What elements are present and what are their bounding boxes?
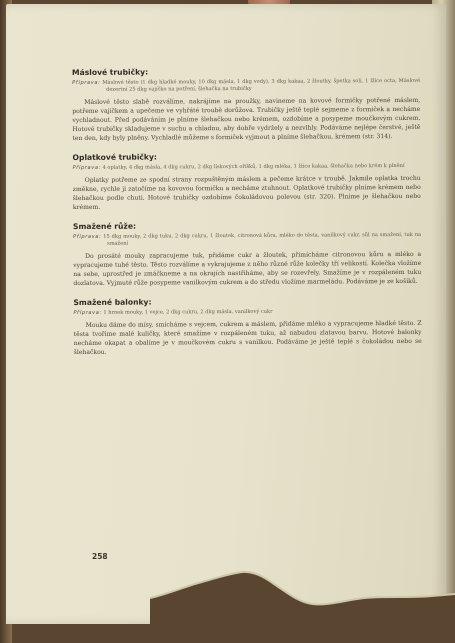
- recipe-title: Oplatkové trubičky:: [72, 152, 157, 162]
- torn-page-corner: [150, 568, 455, 643]
- page-content: [72, 66, 422, 367]
- recipe-ingredients: [73, 308, 421, 317]
- recipe-body: Oplatky potřeme ze spodní strany rozpuštěným máslem a pečeme krátce v troubě. Jakmile oplatka trochu změkne, rychle ji zatočíme na kovovou formičku a necháme ztuhnout. Oplatkové trubičky plníme krémem nebo šlehačkou podle chuti. Hotové trubičky ozdobíme čokoládovou polevou (str. 320). Plníme je šlehačkou nebo krémem.: [72, 175, 421, 211]
- ingredients-text: 4 oplatky, 4 dkg másla, 4 dkg cukru, 2 dkg lískových oříšků, 1 dkg mléka, 1 lžíce kakaa, šlehačka nebo krém k plnění: [102, 162, 405, 171]
- recipe-body: Do prosáté mouky zapracujeme tuk, přidáme cukr a žloutek, přimícháme citronovou kůru a mléko a vypracujeme tuhé těsto. Těsto rozválíme a vykrajujeme z něho různé růže kolečky tří velikostí. Kolečka vložíme na sebe, uprostřed je zmáčkneme a na okrajích nastřiháme, aby se rozevřely. Smažíme je v rozpáleném tuku dozlatova. Vyjmuté růže posypeme vanilkovým cukrem a do středu vložíme marmeládu. Podáváme je ze košíků.: [73, 251, 422, 287]
- recipe-title: Máslové trubičky:: [72, 67, 149, 77]
- recipe-maslove-trubicky: [72, 66, 420, 144]
- recipe-ingredients: [72, 78, 420, 95]
- ingredients-text: 15 dkg mouky, 2 dkg tuku, 2 dkg cukru, 1 žloutek, citronová kůra, mléko do těsta, vanilkový cukr, sůl na smažení, tuk na smažení: [103, 231, 422, 247]
- recipe-body: Mouku dáme do mísy, smícháme s vejcem, cukrem a máslem, přidáme mléko a vypracujeme hladké těsto. Z těsta tvoříme malé kuličky, které smažíme v rozpáleném tuku, až nabudou zlatavou barvu. Hotové balonky necháme okapat a obalíme je v moučkovém cukru s vanilkou. Podáváme je ještě teplé s čokoládou nebo se šlehačkou.: [73, 319, 422, 356]
- ingredients-lead: Příprava:: [72, 79, 101, 86]
- ingredients-lead: Příprava:: [73, 309, 102, 316]
- recipe-title: Smažené balonky:: [73, 297, 152, 307]
- ingredients-text: 1 hrnek mouky, 1 vejce, 2 dkg cukru, 2 dkg másla, vanilkový cukr: [103, 308, 273, 316]
- recipe-ingredients: [73, 163, 421, 172]
- ingredients-lead: Příprava:: [73, 233, 102, 240]
- recipe-smazene-balonky: [73, 296, 421, 358]
- book-page: [6, 4, 446, 624]
- recipe-ingredients: [73, 232, 421, 249]
- ingredients-lead: Příprava:: [72, 164, 101, 171]
- ingredients-text: Máslové těsto (1 dkg hladké mouky, 10 dkg másla, 1 dkg vody), 3 dkg kakaa, 2 žloutky, špetka soli, 1 lžíce octa, Máslové dezertní 25 dkg vajíčko na potření, šlehačka na trubičky: [102, 77, 421, 93]
- recipe-title: Smažené růže:: [72, 221, 137, 231]
- recipe-body: Máslové těsto slabě rozválíme, nakrájíme na proužky, navineme na kovové formičky potřené máslem, potřeme vajíčkem a upečeme ve vyhřáté troubě dorůžova. Trubičky ještě teplé sejmeme z formiček a necháme vychladnout. Před podáváním je plníme šlehačkou nebo krémem, ozdobíme a posypeme moučkovým cukrem. Hotové trubičky skladujeme v suchu a chladnu, aby dobře vydržely a nezvlhly. Podáváme nejlépe čerstvé, ještě ten den, kdy byly plněny. Vychladlé můžeme s formiček vyjmout a plníme šlehačkou, krémem (str. 314).: [72, 97, 421, 143]
- page-number: 258: [92, 552, 108, 561]
- recipe-oplatkove-trubicky: [73, 151, 421, 213]
- recipe-smazene-ruze: [73, 220, 421, 289]
